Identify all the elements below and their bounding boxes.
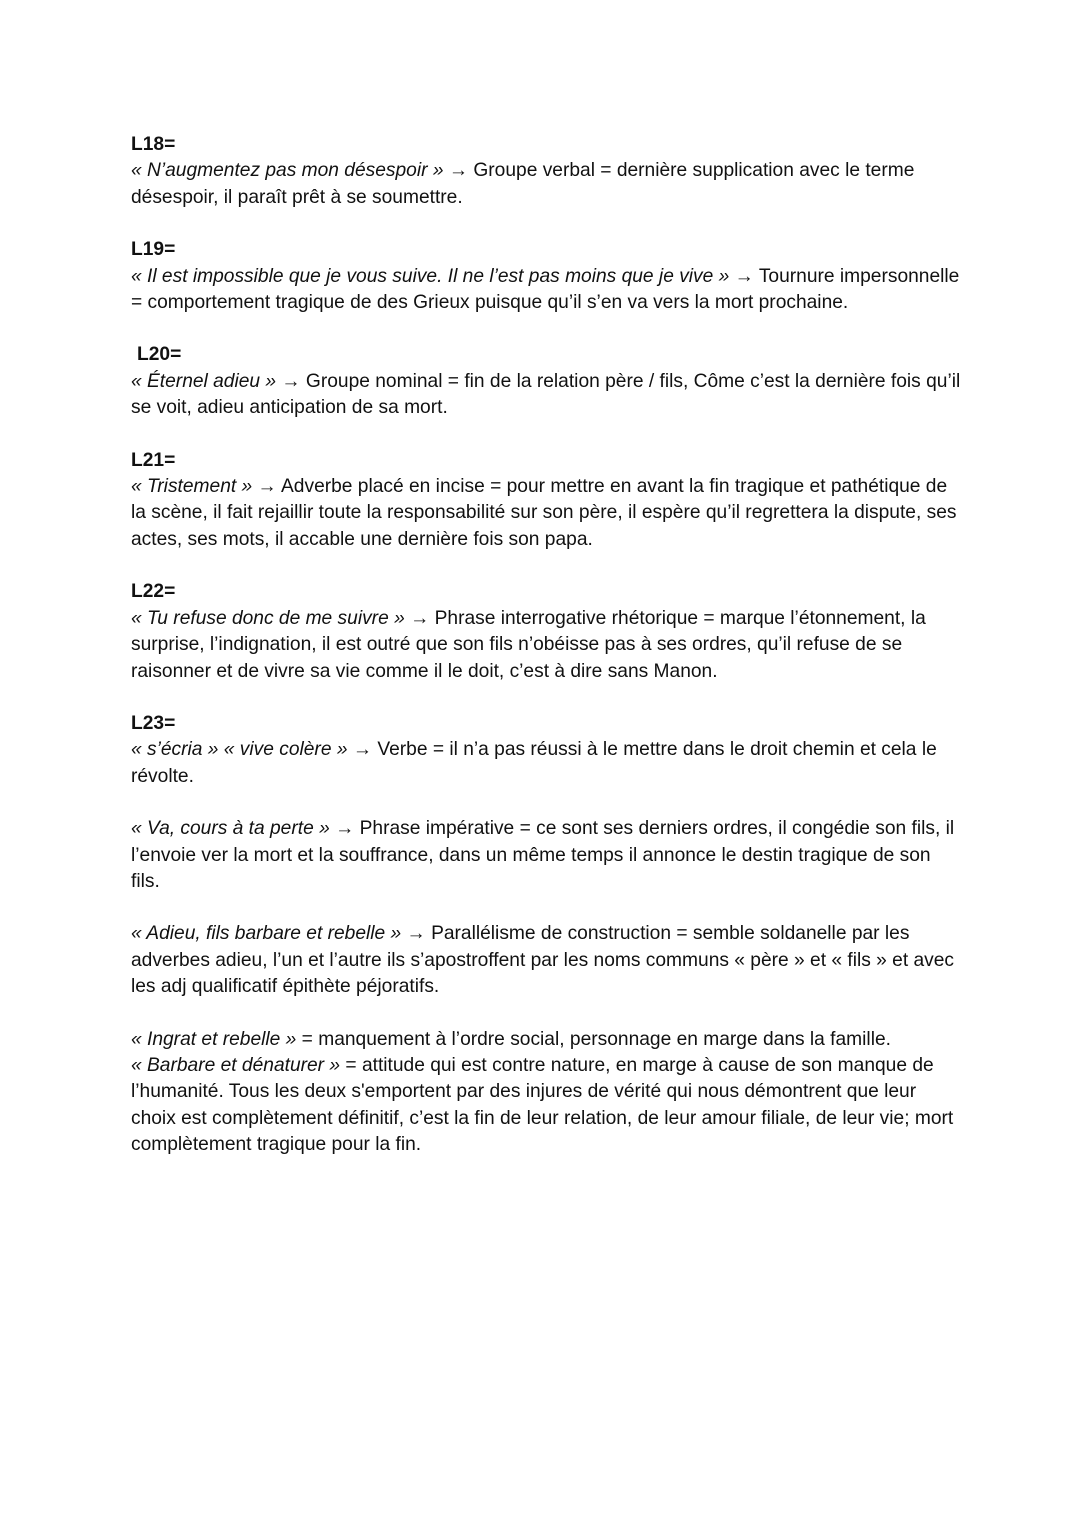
analysis-text: → Phrase interrogative rhétorique = marque l’étonnement, la surprise, l’indignation, il est outré que son fils n’obéisse pas à ses ordres, qu’il refuse de se raisonner et de vivre sa vie comme il le doit, c’est à dire sans Manon. [131, 607, 926, 682]
analysis-text: → Adverbe placé en incise = pour mettre en avant la fin tragique et pathétique de la scène, il fait rejaillir toute la responsabilité sur son père, il espère qu’il regrettera la dispute, ses actes, ses mots, il accable une dernière fois son papa. [131, 476, 957, 550]
note-paragraph [131, 1027, 961, 1053]
line-heading: L20= [137, 344, 182, 366]
analysis-text: → Verbe = il n’a pas réussi à le mettre dans le droit chemin et cela le révolte. [131, 739, 937, 787]
note-block-adieu [131, 921, 961, 1000]
quoted-text: « Barbare et dénaturer » [131, 1054, 341, 1076]
analysis-text: = attitude qui est contre nature, en marge à cause de son manque de l’humanité. Tous les deux s'emportent par des injures de vérité qui nous démontrent que leur choix est complètement définitif, c’est la fin de leur relation, de leur amour filiale, de leur vie; mort complètement tragique pour la fin. [131, 1054, 954, 1156]
quoted-text: « s’écria » « vive colère » [131, 739, 348, 761]
note-block-l19 [131, 237, 961, 316]
quoted-text: « Il est impossible que je vous suive. Il ne l’est pas moins que je vive » [131, 265, 730, 287]
line-heading: L19= [131, 239, 176, 261]
note-paragraph [131, 474, 961, 553]
analysis-text: → Phrase impérative = ce sont ses derniers ordres, il congédie son fils, il l’envoie ver la mort et la souffrance, dans un même temps il annonce le destin tragique de son fils. [131, 818, 955, 892]
quoted-text: « Va, cours à ta perte » [131, 818, 330, 840]
note-block-l23 [131, 711, 961, 790]
quoted-text: « Tu refuse donc de me suivre » [131, 607, 405, 629]
note-paragraph [131, 158, 961, 211]
note-paragraph [131, 816, 961, 895]
analysis-text: → Groupe nominal = fin de la relation père / fils, Côme c’est la dernière fois qu’il se voit, adieu anticipation de sa mort. [131, 370, 961, 419]
line-heading: L23= [131, 712, 176, 734]
note-block-l21 [131, 448, 961, 554]
analysis-text: = manquement à l’ordre social, personnage en marge dans la famille. [296, 1028, 891, 1050]
quoted-text: « N’augmentez pas mon désespoir » [131, 160, 444, 182]
line-heading: L18= [131, 134, 176, 155]
quoted-text: « Tristement » [131, 476, 253, 498]
note-paragraph [131, 921, 961, 1000]
note-block-l22 [131, 579, 961, 685]
note-paragraph [131, 264, 961, 317]
note-block-l18 [131, 132, 961, 211]
document-page [131, 132, 961, 1185]
analysis-text: → Groupe verbal = dernière supplication avec le terme désespoir, il paraît prêt à se soumettre. [131, 160, 915, 208]
note-block-l20 [131, 342, 961, 421]
note-paragraph [131, 606, 961, 685]
note-block-ingrat-barbare [131, 1027, 961, 1159]
line-heading: L21= [131, 449, 176, 471]
analysis-text: → Tournure impersonnelle = comportement tragique de des Grieux puisque qu’il s’en va vers la mort prochaine. [131, 265, 960, 314]
quoted-text: « Adieu, fils barbare et rebelle » [131, 923, 402, 945]
note-block-va-cours [131, 816, 961, 895]
line-heading: L22= [131, 581, 176, 603]
note-paragraph [131, 369, 961, 422]
analysis-text: → Parallélisme de construction = semble soldanelle par les adverbes adieu, l’un et l’autre ils s’apostroffent par les noms communs « père » et « fils » et avec les adj qualificatif épithète péjoratifs. [131, 923, 955, 998]
quoted-text: « Éternel adieu » [131, 370, 277, 392]
note-paragraph [131, 1053, 961, 1159]
quoted-text: « Ingrat et rebelle » [131, 1028, 297, 1050]
note-paragraph [131, 737, 961, 790]
